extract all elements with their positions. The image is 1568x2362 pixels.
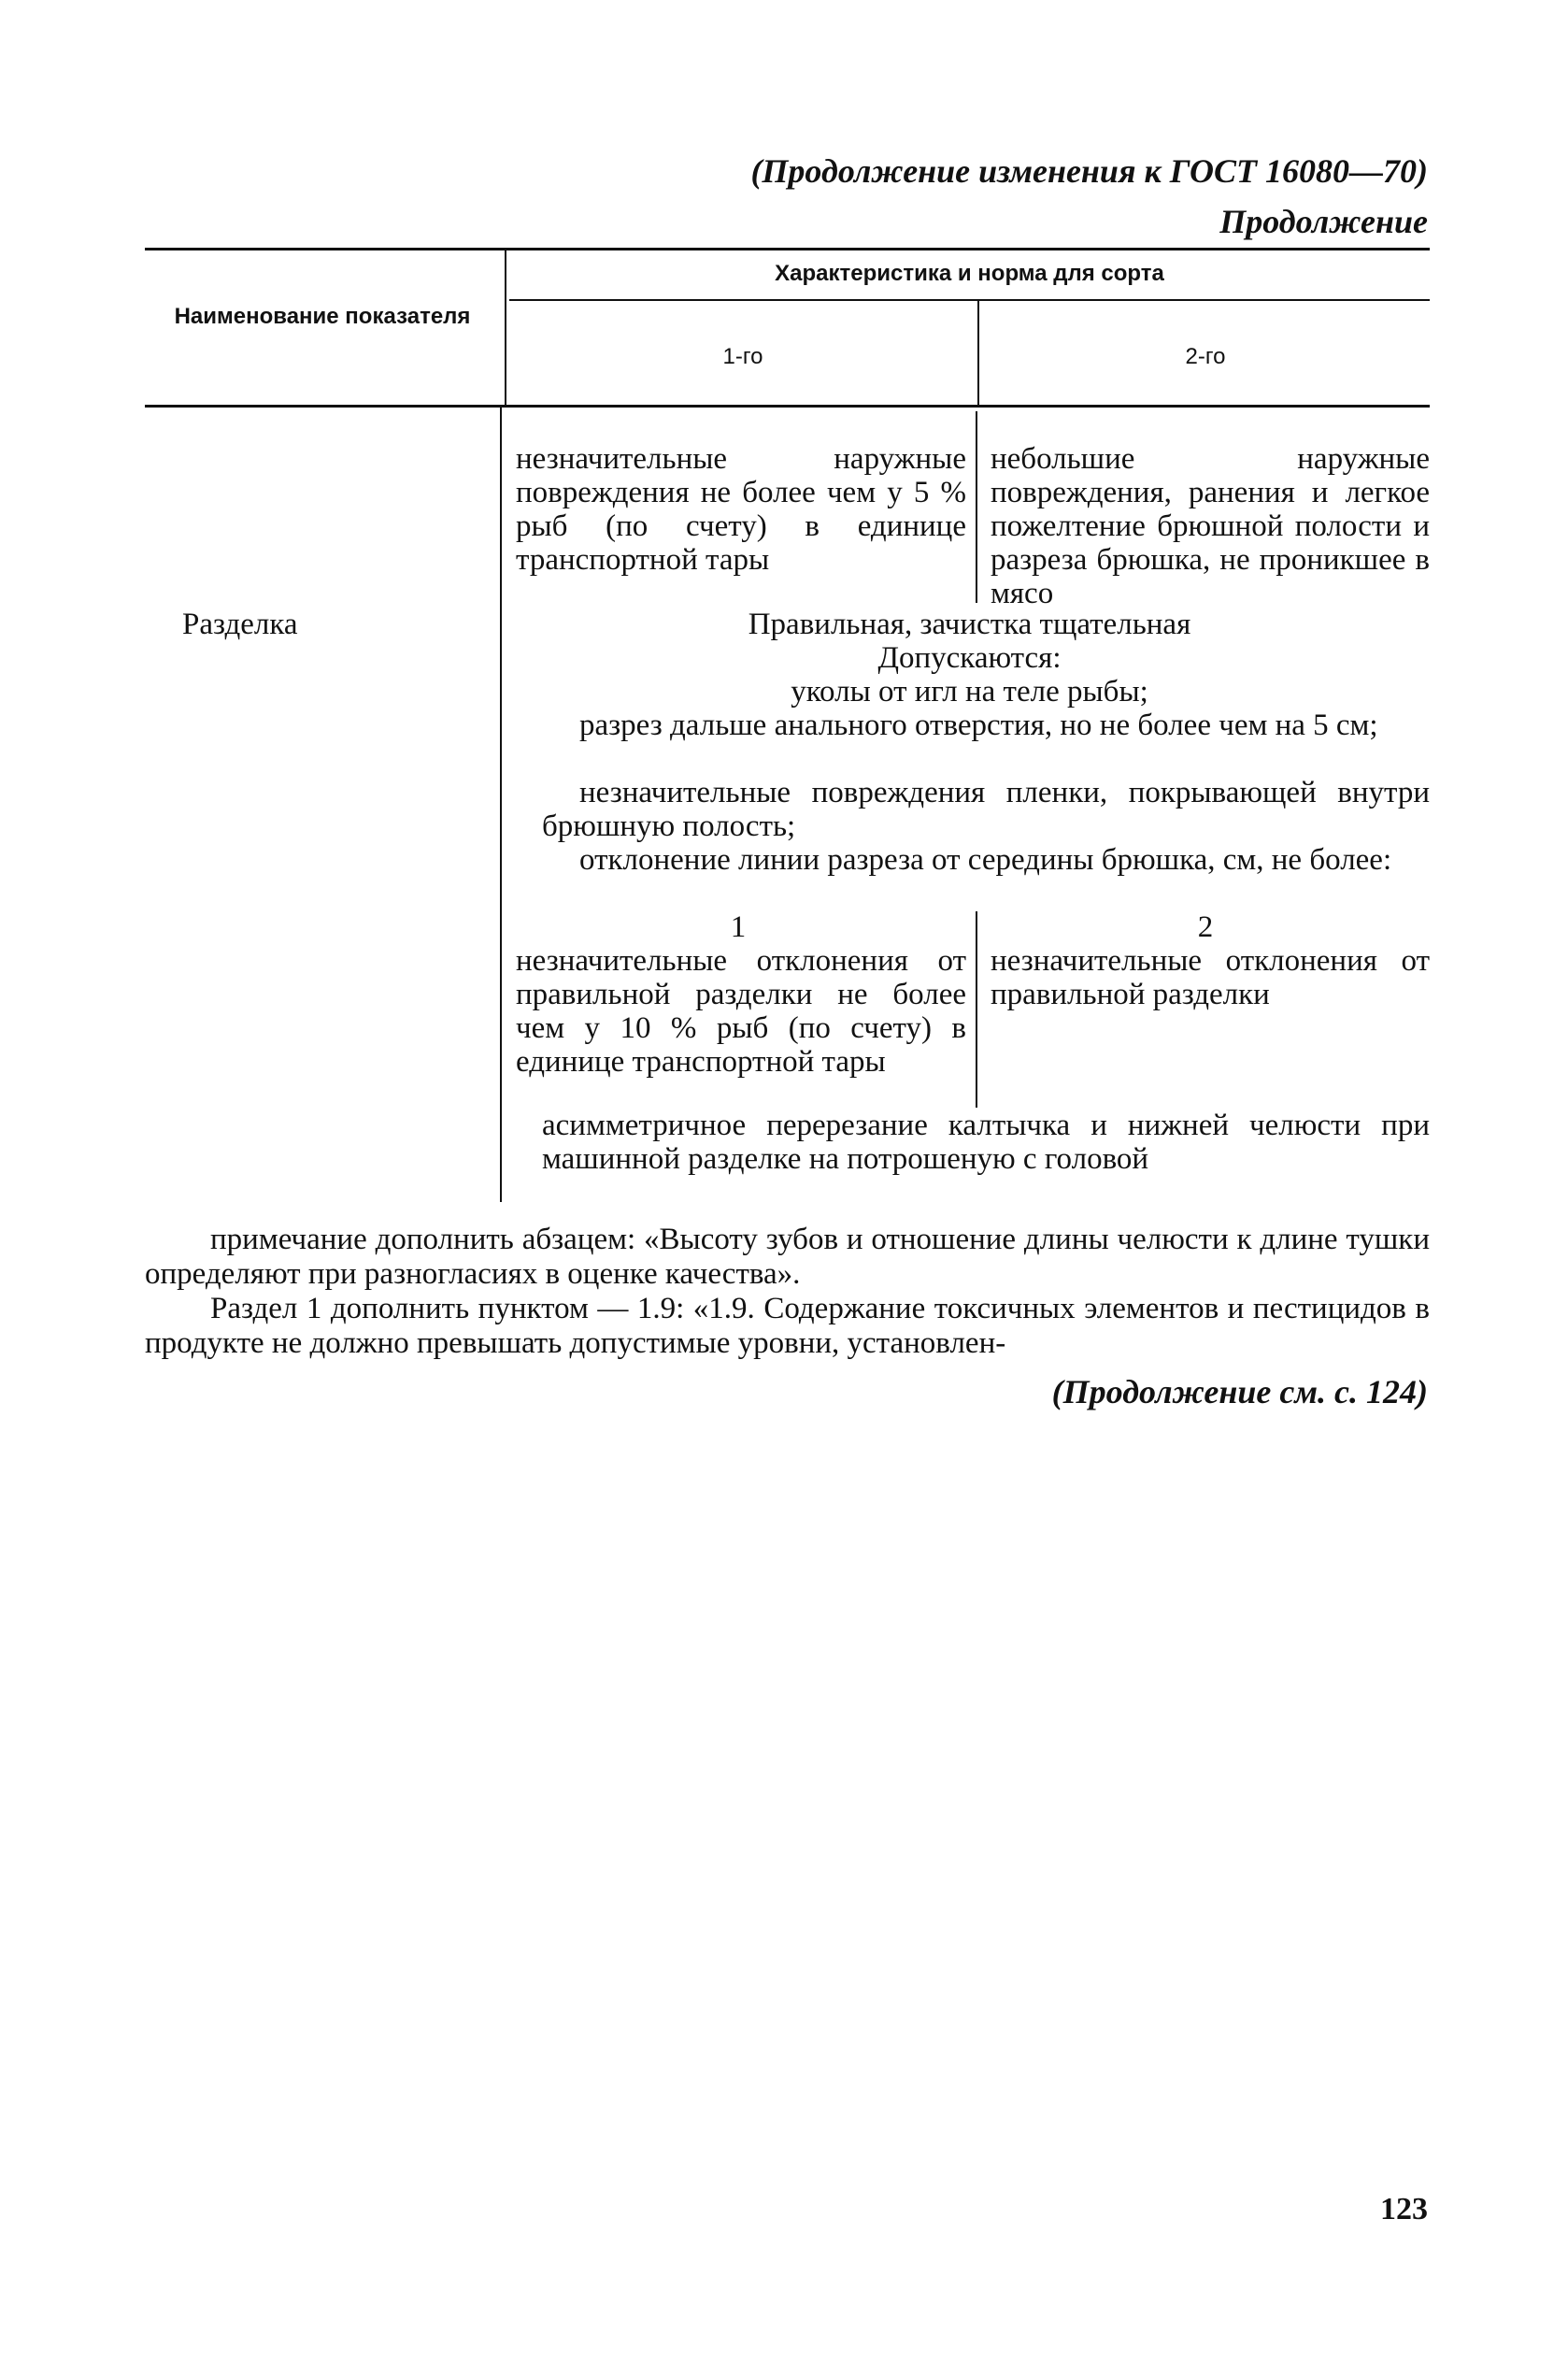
sub-grade1-label: 1 (730, 910, 747, 944)
table-top-rule (145, 248, 1430, 251)
grade-group-header: Характеристика и норма для сорта (775, 261, 1164, 286)
cutting-line3: уколы от игл на теле рыбы; (791, 675, 1148, 709)
cutting-para4: асимметричное перерезание калтычка и нижней челюсти при машинной разделке на потрошеную с головой (542, 1109, 1430, 1176)
body-paragraph-1: примечание дополнить абзацем: «Высоту зубов и отношение длины челюсти к длине тушки определяют при разногласиях в оценке качества». (145, 1223, 1430, 1291)
continuation-title: (Продолжение изменения к ГОСТ 16080—70) (750, 152, 1428, 190)
indicator-cutting: Разделка (182, 608, 298, 641)
body-col-divider (500, 408, 502, 1202)
grade2-header: 2-го (1185, 344, 1226, 369)
indicator-column-header: Наименование показателя (174, 304, 471, 329)
cutting-para1: разрез дальше анального отверстия, но не более чем на 5 см; (579, 709, 1378, 742)
row-top-grade-divider (976, 411, 977, 603)
cutting-para3: отклонение линии разреза от середины брюшка, см, не более: (579, 843, 1392, 877)
page-number: 123 (1380, 2192, 1428, 2226)
header-col-divider (505, 251, 506, 405)
row-top-grade1-text: незначительные наружные повреждения не более чем у 5 % рыб (по счету) в единице транспортной тары (516, 442, 966, 577)
cutting-para2: незначительные повреждения пленки, покрывающей внутри брюшную полость; (542, 776, 1430, 843)
group-header-rule (509, 299, 1430, 301)
sub-grade1-text: незначительные отклонения от правильной разделки не более чем у 10 % рыб (по счету) в единице транспортной тары (516, 944, 966, 1079)
header-grade-divider (977, 301, 979, 405)
grade1-header: 1-го (722, 344, 763, 369)
body-paragraph-2: Раздел 1 дополнить пунктом — 1.9: «1.9. Содержание токсичных элементов и пестицидов в продукте не должно превышать допустимые уровни, установлен- (145, 1292, 1430, 1360)
sub-grade2-label: 2 (1197, 910, 1214, 944)
sub-grade2-text: незначительные отклонения от правильной разделки (991, 944, 1430, 1011)
sub-grade-divider (976, 911, 977, 1108)
cutting-line2: Допускаются: (877, 641, 1062, 675)
cutting-line1: Правильная, зачистка тщательная (748, 608, 1191, 641)
row-top-grade2-text: небольшие наружные повреждения, ранения и легкое пожелтение брюшной полости и разреза брюшка, не проникшее в мясо (991, 442, 1430, 610)
continuation-label: Продолжение (1219, 203, 1428, 240)
header-bottom-rule (145, 405, 1430, 408)
continued-note: (Продолжение см. с. 124) (1051, 1373, 1428, 1410)
